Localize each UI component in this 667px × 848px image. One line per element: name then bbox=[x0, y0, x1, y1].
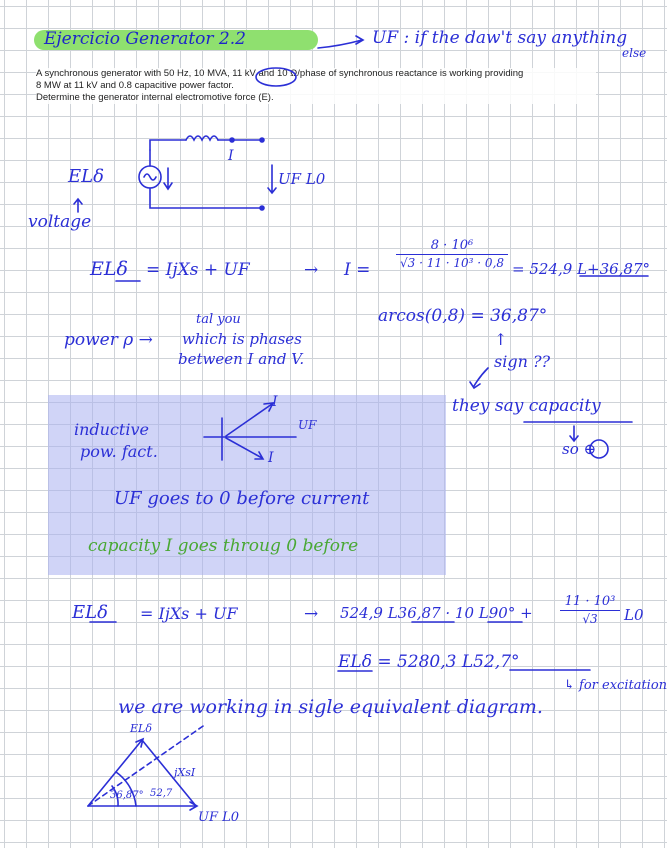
phasor-angle-label: 52,7 bbox=[150, 788, 173, 799]
inductive-label: inductive bbox=[74, 420, 149, 439]
sign-arrow-up: ↑ bbox=[494, 330, 508, 349]
power-note-line: between I and V. bbox=[178, 350, 305, 368]
eq1-denominator: √3 · 11 · 10³ · 0,8 bbox=[399, 256, 505, 270]
phasor-angle-label: 36,87° bbox=[110, 790, 144, 801]
eq2-fraction bbox=[560, 594, 620, 626]
phasor-els-label: ELδ bbox=[130, 722, 152, 735]
circuit-wire-icon bbox=[150, 140, 186, 150]
problem-line: Determine the generator internal electromotive force (E). bbox=[36, 92, 274, 103]
excitation-note: ↳ for excitation bbox=[564, 678, 667, 693]
eq2-denominator: √3 bbox=[582, 612, 598, 626]
eq1-result: = 524,9 L+36,87° bbox=[512, 260, 651, 278]
capacity-note: they say capacity bbox=[452, 396, 601, 416]
dashed-line-icon bbox=[88, 724, 206, 806]
circuit-emf-label: ELδ bbox=[68, 166, 104, 187]
arrow-up-icon bbox=[74, 199, 82, 212]
diagram-note: we are working in sigle equivalent diagram. bbox=[118, 696, 543, 718]
power-note-line: tal you bbox=[196, 312, 241, 327]
problem-line: 8 MW at 11 kV and 0.8 capacitive power factor. bbox=[36, 80, 234, 91]
phasor-i-bottom: I bbox=[268, 450, 274, 466]
capacity-sentence: capacity I goes throug 0 before bbox=[88, 536, 359, 556]
eq2-arrow: → bbox=[304, 604, 319, 624]
arrow-down-icon bbox=[164, 168, 172, 189]
arrow-down-icon bbox=[268, 165, 276, 193]
uf-sentence: UF goes to 0 before current bbox=[114, 488, 370, 509]
eq2-rhs: = IjXs + UF bbox=[140, 604, 238, 623]
eq1-i-label: I = bbox=[344, 260, 371, 280]
circuit-uf-label: UF L0 bbox=[278, 170, 326, 188]
eq1-fraction bbox=[396, 238, 508, 270]
uf-note: UF : if the daw't say anything bbox=[372, 28, 628, 48]
phasor-uf: UF bbox=[298, 418, 317, 432]
inductive-label: pow. fact. bbox=[80, 442, 158, 461]
eq2-lhs: ELδ bbox=[72, 602, 108, 623]
so-positive: so ⊕ bbox=[562, 440, 597, 458]
phasor-i-top: I bbox=[272, 394, 278, 410]
arccos-line: arcos(0,8) = 36,87° bbox=[378, 306, 548, 326]
voltage-label: voltage bbox=[28, 212, 92, 232]
curved-arrow-icon bbox=[470, 368, 488, 388]
arrow-icon bbox=[226, 403, 273, 436]
phasor-jxsi-label: jXsI bbox=[174, 766, 196, 779]
page-title: Ejercicio Generator 2.2 bbox=[44, 29, 246, 49]
inductor-icon bbox=[186, 136, 218, 140]
power-note-line: which is phases bbox=[182, 330, 302, 348]
sign-question: sign ?? bbox=[494, 352, 551, 371]
eq2-values: 524,9 L36,87 · 10 L90° + bbox=[340, 604, 533, 622]
circuit-current-label: I bbox=[228, 148, 234, 164]
eq1-numerator: 8 · 10⁶ bbox=[430, 238, 474, 253]
eq1-lhs: ELδ bbox=[90, 258, 128, 280]
eq1-rhs: = IjXs + UF bbox=[146, 260, 250, 280]
result-line: ELδ = 5280,3 L52,7° bbox=[338, 652, 520, 672]
phasor-uf-label: UF L0 bbox=[198, 810, 240, 825]
eq1-arrow: → bbox=[304, 260, 319, 280]
arrow-icon bbox=[226, 438, 263, 459]
uf-note-else: else bbox=[622, 46, 647, 60]
power-label: power ρ → bbox=[64, 330, 153, 350]
problem-line: A synchronous generator with 50 Hz, 10 MVA, 11 kV and 10 Ω/phase of synchronous reactance is working providing bbox=[36, 68, 524, 79]
eq2-numerator: 11 · 10³ bbox=[564, 594, 616, 609]
circle-mark-icon bbox=[256, 68, 296, 86]
eq2-tail: L0 bbox=[624, 606, 644, 624]
